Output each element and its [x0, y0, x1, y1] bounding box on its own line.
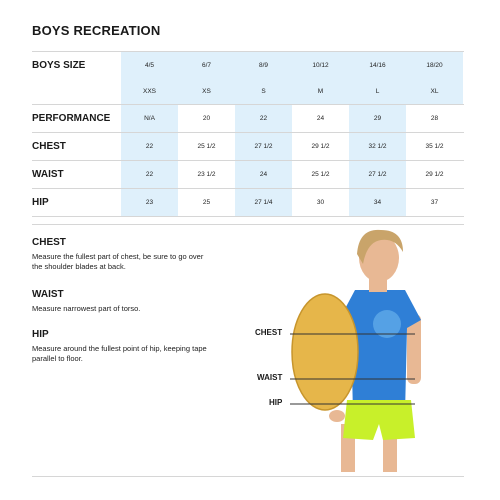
table-cell: 29 [349, 105, 406, 132]
table-cell: 22 [121, 161, 178, 188]
row-label: PERFORMANCE [32, 113, 111, 124]
table-cell: 35 1/2 [425, 143, 444, 150]
table-cell: 24 [316, 115, 325, 122]
hip-instruction [32, 329, 212, 364]
page-title: BOYS RECREATION [32, 23, 161, 38]
instruction-text: Measure the fullest part of chest, be sure to go over the shoulder blades at back. [32, 252, 204, 271]
table-cell: 23 [121, 189, 178, 216]
table-cell: 25 1/2 [197, 143, 216, 150]
row-label: WAIST [32, 169, 64, 180]
table-cell: 22 [235, 105, 292, 132]
row-label: CHEST [32, 141, 66, 152]
size-row-label: BOYS SIZE [32, 59, 86, 71]
waist-instruction [32, 289, 212, 314]
table-cell: 28 [430, 115, 439, 122]
table-cell: 30 [316, 199, 325, 206]
letter-size-header: M [292, 78, 349, 104]
instruction-heading: CHEST [32, 237, 66, 248]
chest-instruction [32, 237, 212, 272]
bottom-divider [32, 476, 464, 477]
size-header-row [32, 51, 464, 78]
boy-with-surfboard-illustration [255, 224, 465, 476]
size-column-header: 6/7 [178, 52, 235, 78]
table-cell: 27 1/4 [235, 189, 292, 216]
shorts [343, 400, 415, 440]
instruction-text: Measure narrowest part of torso. [32, 304, 141, 313]
letter-size-header: XS [178, 78, 235, 104]
size-column-header: 10/12 [292, 52, 349, 78]
table-cell: 23 1/2 [197, 171, 216, 178]
table-cell: 32 1/2 [349, 133, 406, 160]
table-cell: 20 [202, 115, 211, 122]
table-cell: 29 1/2 [311, 143, 330, 150]
table-cell: 34 [349, 189, 406, 216]
table-cell: N/A [121, 105, 178, 132]
size-column-header: 14/16 [349, 52, 406, 78]
letter-size-row [32, 78, 464, 104]
table-row-chest [32, 132, 464, 160]
size-column-header: 4/5 [121, 52, 178, 78]
instruction-text: Measure around the fullest point of hip, keeping tape parallel to floor. [32, 344, 207, 363]
row-label: HIP [32, 197, 49, 208]
hip-callout-label: HIP [269, 398, 283, 407]
table-cell: 37 [430, 199, 439, 206]
table-cell: 22 [121, 133, 178, 160]
table-row-performance [32, 104, 464, 132]
instruction-heading: WAIST [32, 289, 64, 300]
model-figure-graphic [255, 224, 465, 476]
size-column-header: 18/20 [406, 52, 463, 78]
letter-size-header: XXS [121, 78, 178, 104]
size-column-header: 8/9 [235, 52, 292, 78]
size-chart-table [32, 51, 464, 217]
letter-size-header: S [235, 78, 292, 104]
waist-callout-label: WAIST [257, 373, 283, 382]
letter-size-header: XL [406, 78, 463, 104]
surfboard [292, 294, 358, 410]
left-hand [329, 410, 345, 422]
instruction-heading: HIP [32, 329, 49, 340]
table-cell: 27 1/2 [349, 161, 406, 188]
table-row-waist [32, 160, 464, 188]
table-cell: 29 1/2 [425, 171, 444, 178]
table-cell: 24 [235, 161, 292, 188]
table-cell: 25 [202, 199, 211, 206]
table-cell: 25 1/2 [311, 171, 330, 178]
chest-callout-label: CHEST [255, 328, 283, 337]
table-cell: 27 1/2 [235, 133, 292, 160]
letter-size-header: L [349, 78, 406, 104]
table-row-hip [32, 188, 464, 217]
